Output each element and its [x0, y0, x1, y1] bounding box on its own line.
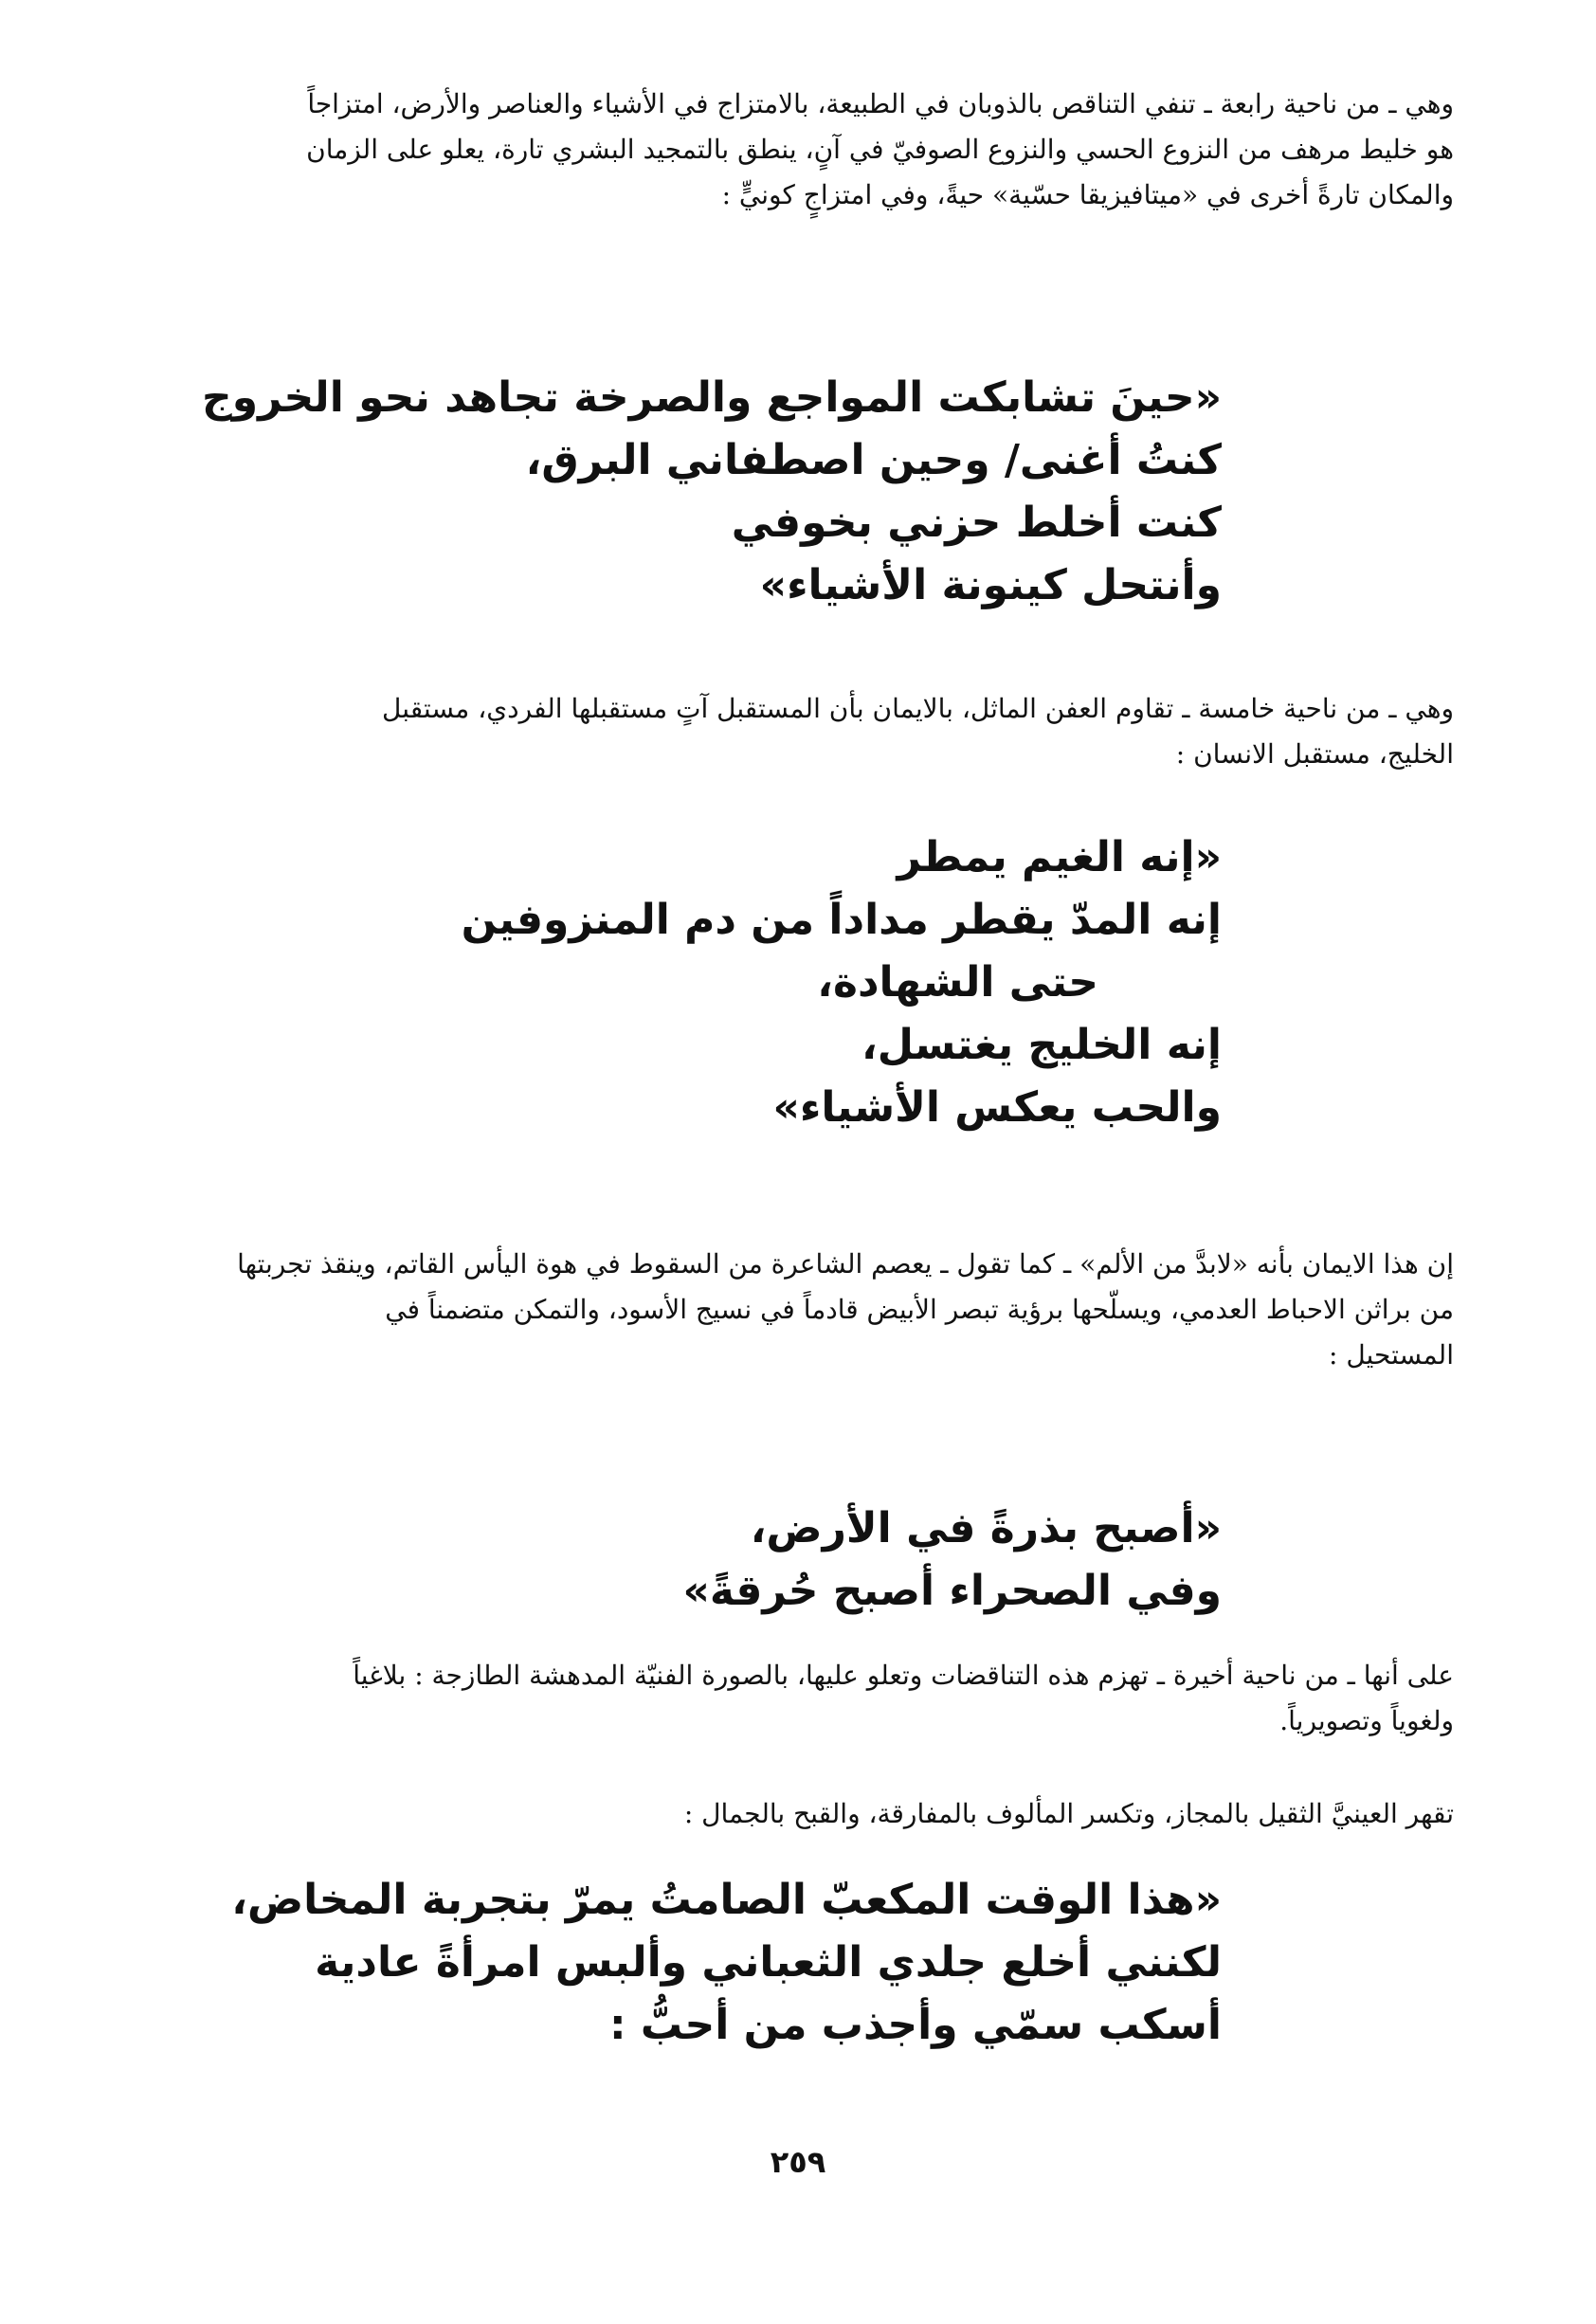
poem-line: «حينَ تشابكت المواجع والصرخة تجاهد نحو الخروج — [202, 373, 1222, 422]
paragraph-line: وهي ـ من ناحية رابعة ـ تنفي التناقص بالذوبان في الطبيعة، بالامتزاج في الأشياء والعناصر والأرض، امتزاجاً — [307, 88, 1454, 119]
poem-stanza-2 — [462, 826, 1222, 1139]
poem-line: وفي الصحراء أصبح حُرقةً» — [682, 1567, 1222, 1615]
paragraph-line: المستحيل : — [1329, 1339, 1454, 1371]
paragraph-line: وهي ـ من ناحية خامسة ـ تقاوم العفن الماثل، بالايمان بأن المستقبل آتٍ مستقبلها الفردي، مستقبل — [382, 693, 1454, 724]
paragraph-5 — [136, 1791, 1454, 1837]
paragraph-line: الخليج، مستقبل الانسان : — [1175, 738, 1454, 770]
poem-line: والحب يعكس الأشياء» — [772, 1083, 1222, 1132]
paragraph-line: إن هذا الايمان بأنه «لابدَّ من الألم» ـ كما تقول ـ يعصم الشاعرة من السقوط في هوة اليأس القاتم، وينقذ تجربتها — [237, 1248, 1454, 1280]
poem-line: لكنني أخلع جلدي الثعباني وألبس امرأةً عادية — [315, 1938, 1222, 1987]
poem-line: إنه الخليج يغتسل، — [861, 1021, 1222, 1069]
paragraph-line: والمكان تارةً أخرى في «ميتافيزيقا حسّية» حيةً، وفي امتزاجٍ كونيٍّ : — [721, 179, 1454, 210]
poem-line: كنت أخلط حزني بخوفي — [731, 499, 1222, 547]
poem-line: كنتُ أغنى/ وحين اصطفاني البرق، — [525, 436, 1222, 484]
poem-stanza-3 — [682, 1498, 1222, 1623]
poem-line: «أصبح بذرةً في الأرض، — [750, 1504, 1222, 1552]
paragraph-2 — [136, 686, 1454, 777]
page-number: ٢٥٩ — [770, 2144, 826, 2180]
paragraph-1 — [136, 82, 1454, 218]
poem-stanza-4 — [231, 1869, 1222, 2057]
poem-line: «إنه الغيم يمطر — [897, 833, 1222, 881]
poem-line: حتى الشهادة، — [817, 958, 1098, 1007]
paragraph-line: على أنها ـ من ناحية أخيرة ـ تهزم هذه التناقضات وتعلو عليها، بالصورة الفنيّة المدهشة الطازجة : بلاغياً — [353, 1660, 1454, 1691]
paragraph-4 — [136, 1653, 1454, 1744]
poem-line: إنه المدّ يقطر مداداً من دم المنزوفين — [461, 896, 1222, 944]
paragraph-3 — [136, 1242, 1454, 1378]
poem-line: وأنتحل كينونة الأشياء» — [759, 561, 1222, 609]
paragraph-line: ولغوياً وتصويرياً. — [1279, 1705, 1454, 1736]
paragraph-line: هو خليط مرهف من النزوع الحسي والنزوع الصوفيّ في آنٍ، ينطق بالتمجيد البشري تارة، يعلو على الزمان — [306, 134, 1454, 165]
poem-line: «هذا الوقت المكعبّ الصامتُ يمرّ بتجربة المخاض، — [231, 1876, 1222, 1924]
paragraph-line: تقهر العينيَّ الثقيل بالمجاز، وتكسر المألوف بالمفارقة، والقبح بالجمال : — [683, 1798, 1454, 1829]
poem-line: أسكب سمّي وأجذب من أحبُّ : — [609, 2001, 1222, 2049]
poem-stanza-1 — [202, 367, 1222, 617]
paragraph-line: من براثن الاحباط العدمي، ويسلّحها برؤية تبصر الأبيض قادماً في نسيج الأسود، والتمكن متضمناً في — [385, 1294, 1454, 1325]
